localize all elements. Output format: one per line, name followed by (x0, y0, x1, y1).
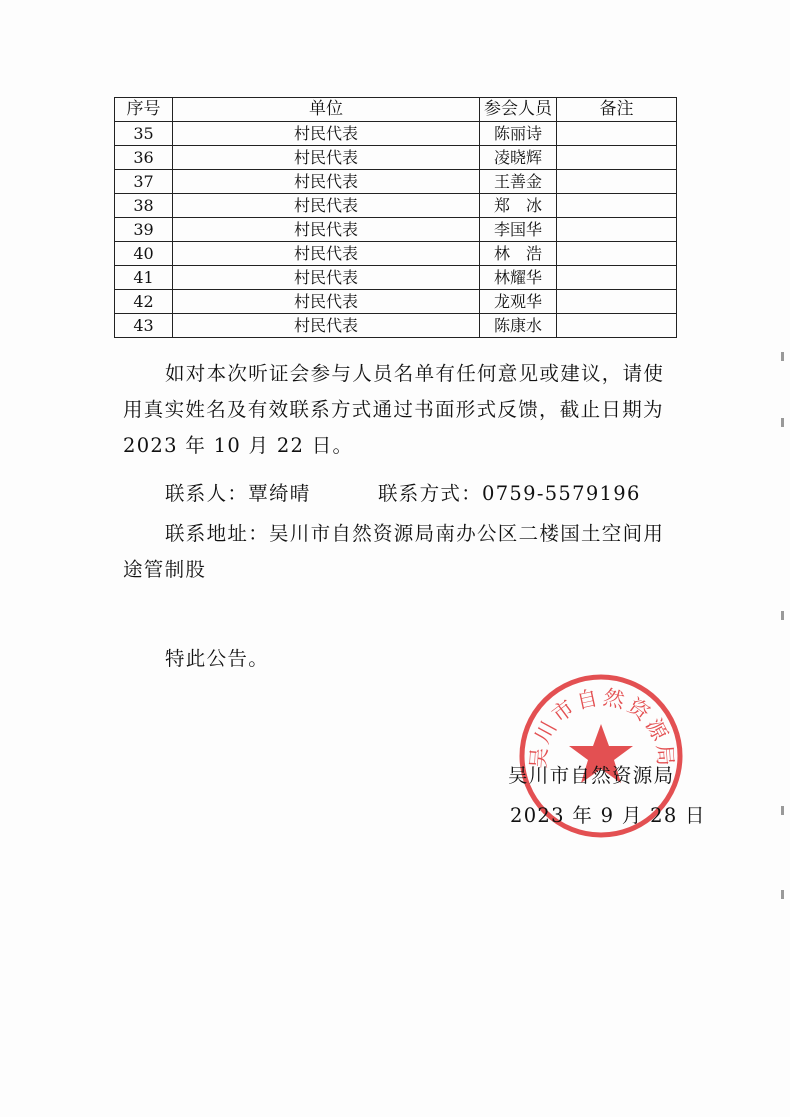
cell-remark (557, 194, 677, 218)
cell-attendee: 龙观华 (480, 290, 557, 314)
cell-unit: 村民代表 (173, 218, 480, 242)
attendee-table (114, 97, 677, 338)
table-row (115, 218, 677, 242)
cell-serial: 35 (115, 122, 173, 146)
cell-remark (557, 314, 677, 338)
cell-remark (557, 218, 677, 242)
table-row (115, 242, 677, 266)
cell-serial: 41 (115, 266, 173, 290)
header-attendee: 参会人员 (480, 98, 557, 122)
cell-attendee: 陈丽诗 (480, 122, 557, 146)
cell-attendee: 凌晓辉 (480, 146, 557, 170)
contact-method: 联系方式：0759-5579196 (378, 482, 641, 505)
cell-remark (557, 170, 677, 194)
closing-statement: 特此公告。 (165, 647, 270, 670)
contact-address: 联系地址：吴川市自然资源局南办公区二楼国土空间用途管制股 (123, 522, 665, 581)
cell-attendee: 王善金 (480, 170, 557, 194)
cell-serial: 37 (115, 170, 173, 194)
cell-unit: 村民代表 (173, 122, 480, 146)
cell-unit: 村民代表 (173, 290, 480, 314)
contact-person: 联系人：覃绮晴 (165, 482, 311, 505)
table-header-row (115, 98, 677, 122)
cell-remark (557, 146, 677, 170)
cell-attendee: 陈康水 (480, 314, 557, 338)
cell-unit: 村民代表 (173, 170, 480, 194)
header-unit: 单位 (173, 98, 480, 122)
cell-remark (557, 266, 677, 290)
cell-remark (557, 290, 677, 314)
cell-unit: 村民代表 (173, 266, 480, 290)
cell-serial: 39 (115, 218, 173, 242)
cell-remark (557, 242, 677, 266)
header-serial: 序号 (115, 98, 173, 122)
cell-attendee: 李国华 (480, 218, 557, 242)
cell-attendee: 林耀华 (480, 266, 557, 290)
table-row (115, 194, 677, 218)
header-remark: 备注 (557, 98, 677, 122)
cell-serial: 43 (115, 314, 173, 338)
cell-serial: 36 (115, 146, 173, 170)
table-row (115, 314, 677, 338)
seal-text: 吴川市自然资源局 (526, 685, 678, 770)
signature-organization: 吴川市自然资源局 (508, 764, 675, 787)
cell-unit: 村民代表 (173, 314, 480, 338)
feedback-paragraph: 如对本次听证会参与人员名单有任何意见或建议，请使用真实姓名及有效联系方式通过书面形式反馈，截止日期为2023 年 10 月 22 日。 (123, 362, 665, 457)
cell-serial: 42 (115, 290, 173, 314)
table-row (115, 146, 677, 170)
cell-serial: 38 (115, 194, 173, 218)
cell-remark (557, 122, 677, 146)
cell-attendee: 郑 冰 (480, 194, 557, 218)
table-row (115, 170, 677, 194)
cell-unit: 村民代表 (173, 146, 480, 170)
signature-date: 2023 年 9 月 28 日 (510, 804, 706, 827)
cell-unit: 村民代表 (173, 242, 480, 266)
table-row (115, 290, 677, 314)
cell-unit: 村民代表 (173, 194, 480, 218)
cell-attendee: 林 浩 (480, 242, 557, 266)
table-row (115, 122, 677, 146)
table-row (115, 266, 677, 290)
cell-serial: 40 (115, 242, 173, 266)
